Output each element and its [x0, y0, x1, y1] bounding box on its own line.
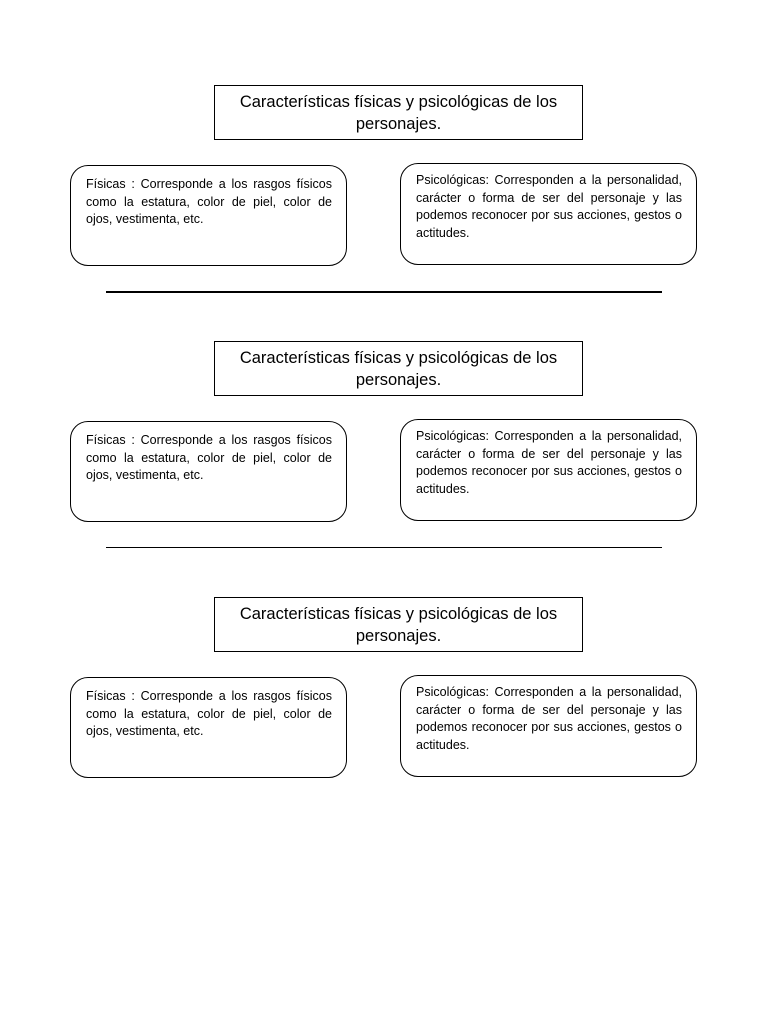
separator-line	[106, 547, 662, 548]
physical-traits-card: Físicas : Corresponde a los rasgos físicos como la estatura, color de piel, color de ojos, vestimenta, etc.	[70, 165, 347, 266]
block-title: Características físicas y psicológicas de los personajes.	[214, 341, 583, 396]
block-title: Características físicas y psicológicas de los personajes.	[214, 597, 583, 652]
characteristics-block	[0, 85, 768, 285]
physical-traits-card: Físicas : Corresponde a los rasgos físicos como la estatura, color de piel, color de ojos, vestimenta, etc.	[70, 677, 347, 778]
separator-line	[106, 291, 662, 293]
characteristics-block	[0, 597, 768, 797]
characteristics-block	[0, 341, 768, 541]
psychological-traits-card: Psicológicas: Corresponden a la personalidad, carácter o forma de ser del personaje y las podemos reconocer por sus acciones, gestos o actitudes.	[400, 419, 697, 521]
block-title: Características físicas y psicológicas de los personajes.	[214, 85, 583, 140]
physical-traits-card: Físicas : Corresponde a los rasgos físicos como la estatura, color de piel, color de ojos, vestimenta, etc.	[70, 421, 347, 522]
psychological-traits-card: Psicológicas: Corresponden a la personalidad, carácter o forma de ser del personaje y las podemos reconocer por sus acciones, gestos o actitudes.	[400, 163, 697, 265]
psychological-traits-card: Psicológicas: Corresponden a la personalidad, carácter o forma de ser del personaje y las podemos reconocer por sus acciones, gestos o actitudes.	[400, 675, 697, 777]
